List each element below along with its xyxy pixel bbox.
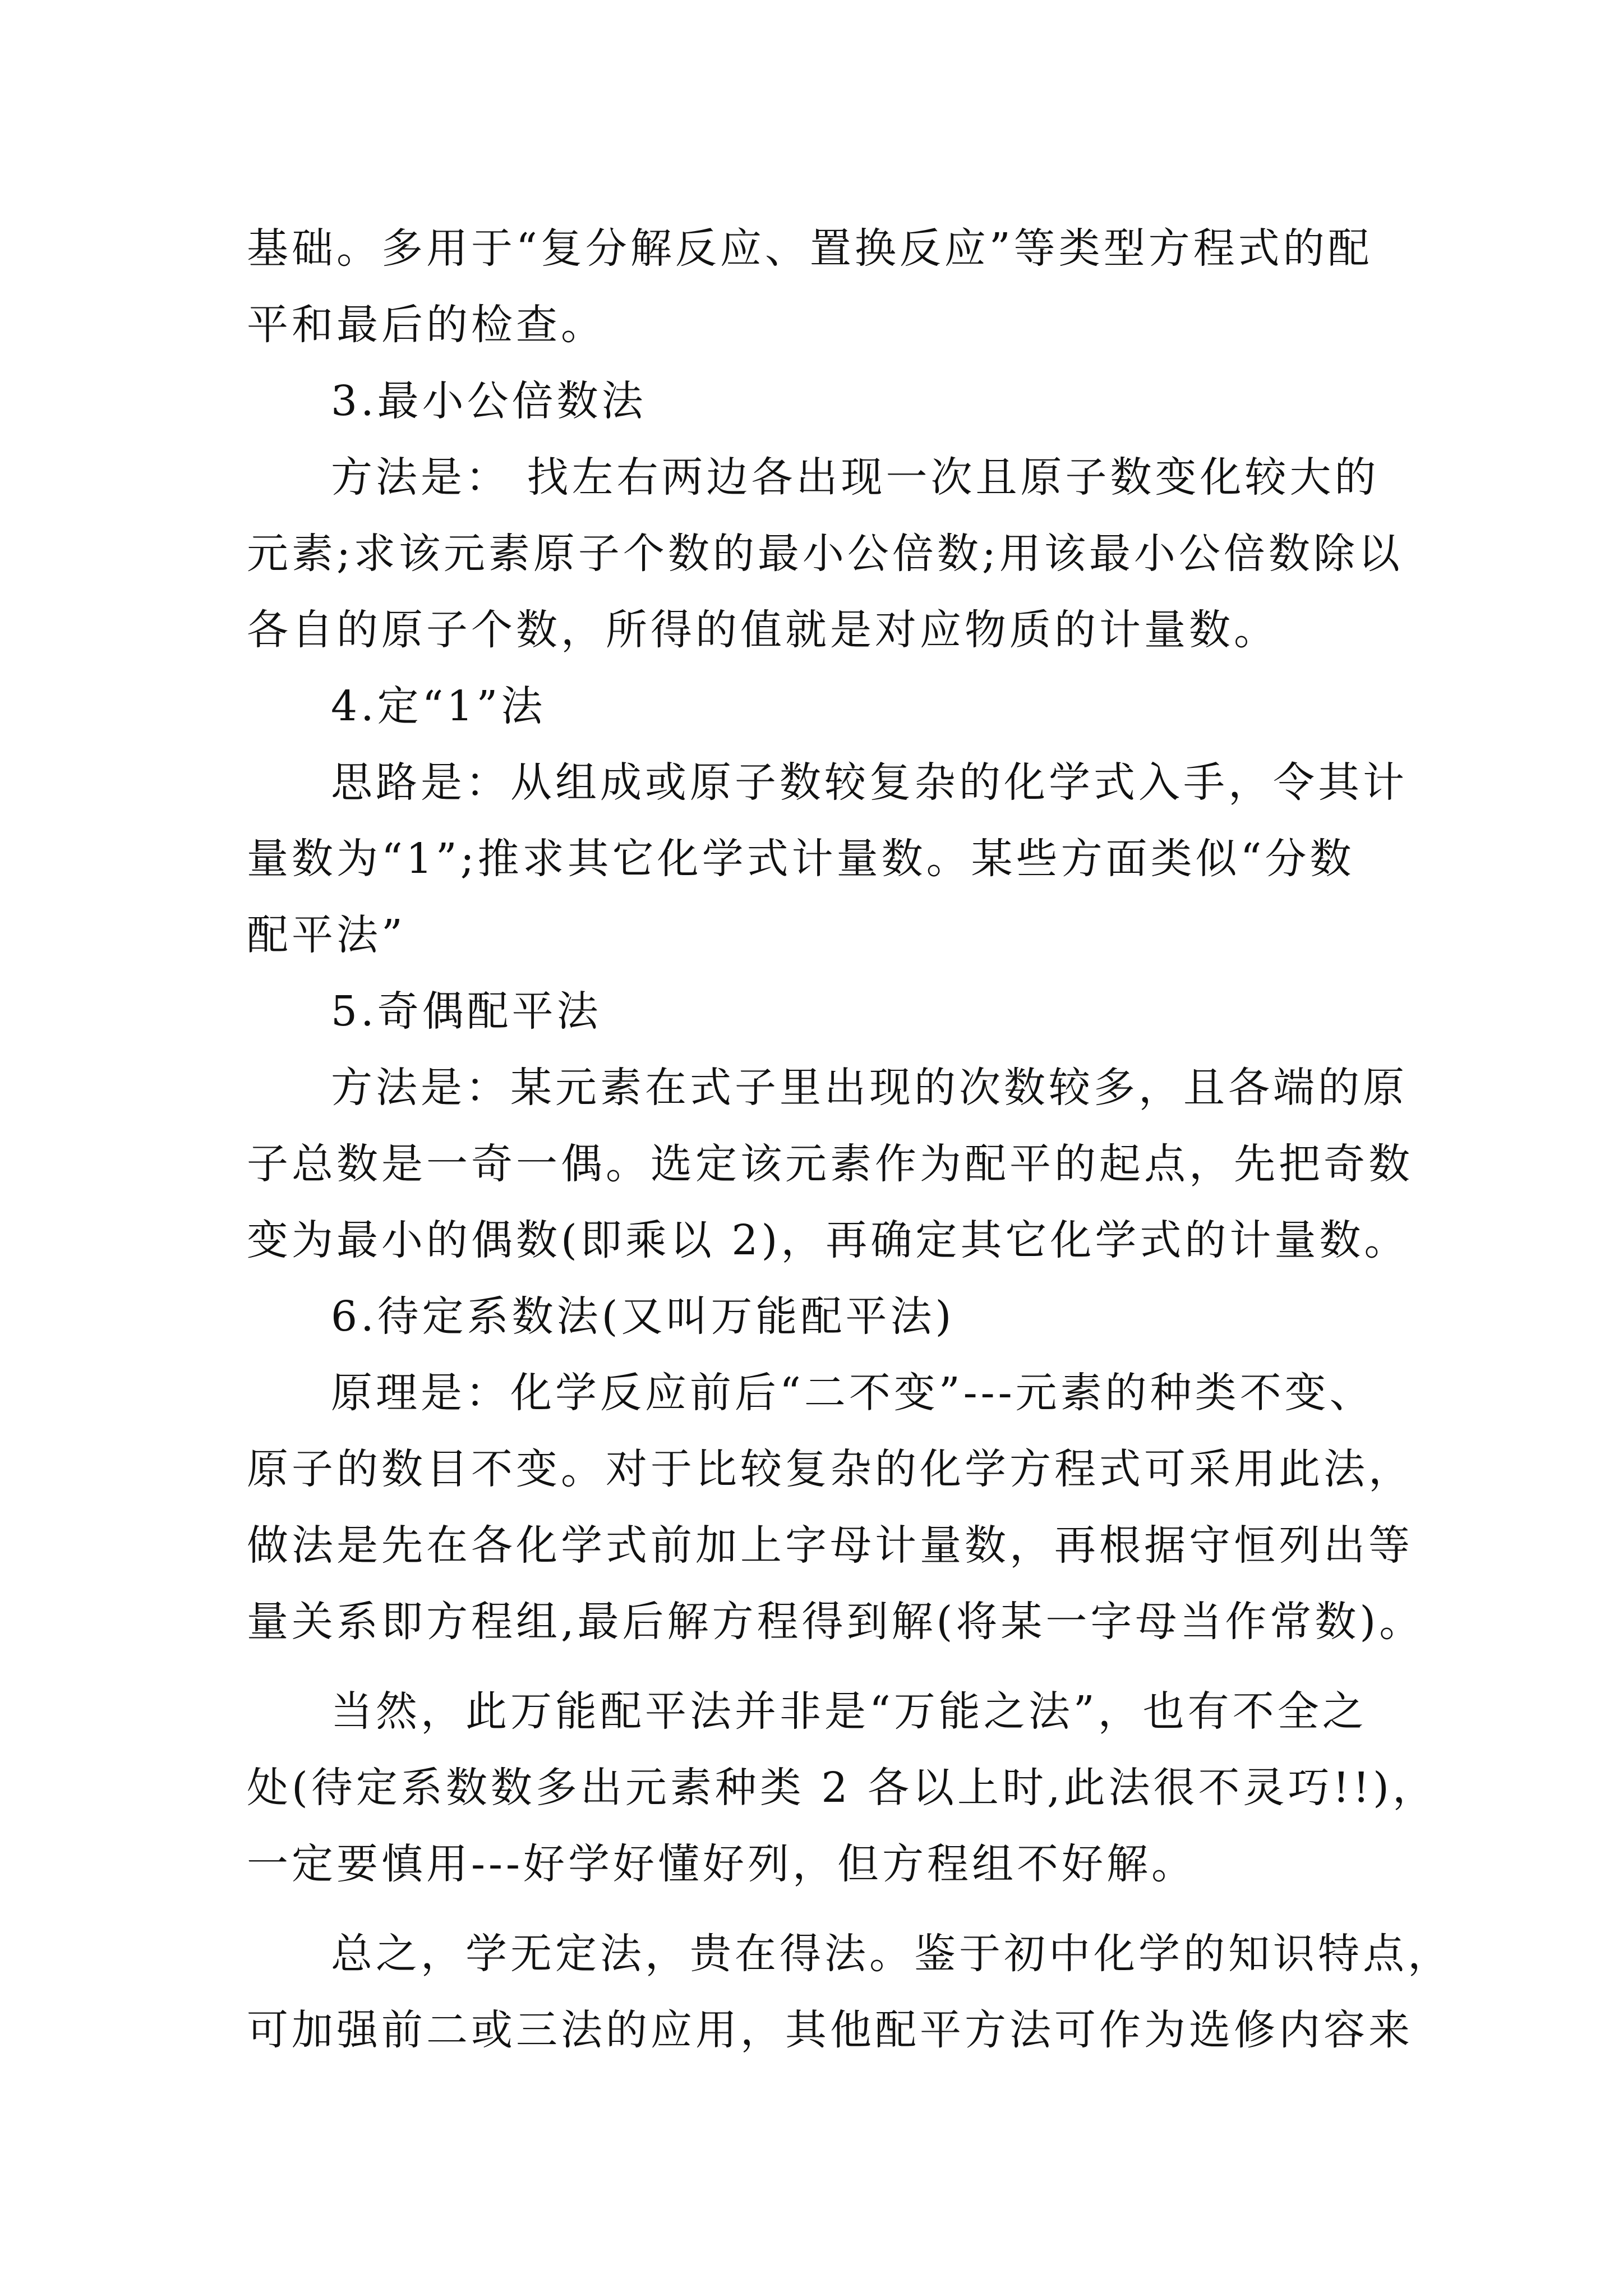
text-line-17: 原子的数目不变。对于比较复杂的化学方程式可采用此法，: [247, 1445, 1413, 1493]
section-heading-3: 3.最小公倍数法: [331, 377, 647, 425]
text-line-13: 子总数是一奇一偶。选定该元素作为配平的起点，先把奇数: [247, 1140, 1413, 1188]
text-line-20: 当然，此万能配平法并非是“万能之法”，也有不全之: [331, 1687, 1367, 1736]
text-line-16: 原理是：化学反应前后“二不变”---元素的种类不变、: [331, 1369, 1375, 1417]
text-line-8: 思路是：从组成或原子数较复杂的化学式入手，令其计: [331, 758, 1408, 807]
text-line-22: 一定要慎用---好学好懂好列，但方程组不好解。: [247, 1840, 1197, 1888]
text-line-5: 元素;求该元素原子个数的最小公倍数;用该最小公倍数除以: [247, 530, 1403, 578]
text-line-2: 平和最后的检查。: [247, 301, 606, 349]
section-heading-4: 4.定“1”法: [331, 682, 546, 730]
text-line-24: 可加强前二或三法的应用，其他配平方法可作为选修内容来: [247, 2006, 1413, 2054]
text-line-1: 基础。多用于“复分解反应、置换反应”等类型方程式的配: [247, 224, 1373, 273]
text-line-12: 方法是：某元素在式子里出现的次数较多，且各端的原: [331, 1064, 1408, 1112]
text-line-18: 做法是先在各化学式前加上字母计量数，再根据守恒列出等: [247, 1521, 1413, 1570]
section-heading-5: 5.奇偶配平法: [331, 987, 602, 1036]
document-body: [247, 210, 1453, 2068]
text-line-9: 量数为“1”;推求其它化学式计量数。某些方面类似“分数: [247, 835, 1355, 883]
text-line-10: 配平法”: [247, 911, 406, 959]
text-line-4: 方法是： 找左右两边各出现一次且原子数变化较大的: [331, 453, 1380, 501]
text-line-21: 处(待定系数数多出元素种类 2 各以上时,此法很不灵巧!!)，: [247, 1764, 1437, 1812]
text-line-23: 总之，学无定法，贵在得法。鉴于初中化学的知识特点，: [331, 1930, 1453, 1978]
section-heading-6: 6.待定系数法(又叫万能配平法): [331, 1292, 955, 1341]
text-line-14: 变为最小的偶数(即乘以 2)，再确定其它化学式的计量数。: [247, 1216, 1409, 1264]
text-line-6: 各自的原子个数，所得的值就是对应物质的计量数。: [247, 606, 1279, 654]
text-line-19: 量关系即方程组,最后解方程得到解(将某一字母当作常数)。: [247, 1598, 1424, 1646]
